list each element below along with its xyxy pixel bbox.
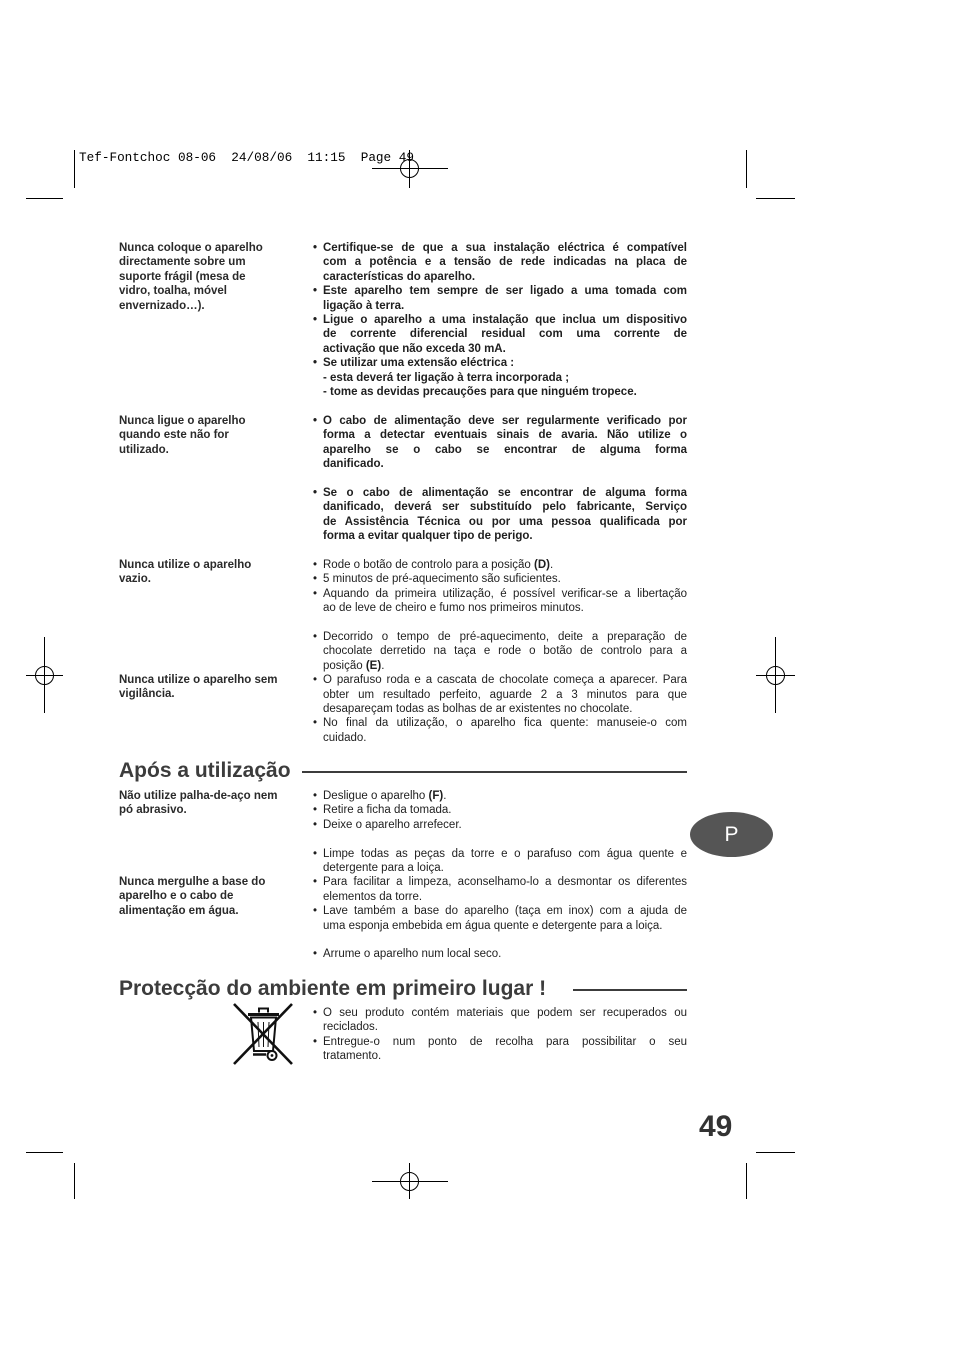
text-line: • Lave também a base do aparelho (taça em inox) com a ajuda de: [323, 905, 687, 918]
text-line: • Aquando da primeira utilização, é possível verificar-se a libertação: [323, 587, 687, 600]
heading-rule: [302, 771, 687, 773]
list-item: [313, 1035, 687, 1064]
list-item: [313, 789, 687, 803]
list-item: [313, 947, 687, 961]
list-item: [313, 486, 687, 544]
text-line: - esta deverá ter ligação à terra incorporada ;: [323, 371, 570, 384]
list-item: [313, 847, 687, 876]
note-line: Nunca coloque o aparelho: [119, 242, 263, 254]
text-line: • Limpe todas as peças da torre e o parafuso com água quente e: [323, 847, 687, 860]
position-label: (D): [533, 558, 550, 571]
section-heading-after-use: Após a utilização: [119, 759, 291, 782]
spacer: [313, 472, 687, 486]
text-line: activação que não exceda 30 mA.: [323, 342, 506, 355]
list-item: [313, 241, 687, 284]
note-line: Nunca mergulhe a base do: [119, 876, 266, 888]
text-line: ligação à terra.: [323, 299, 405, 312]
crop-mark-top-left: [26, 150, 75, 199]
text-line: • Certifique-se de que a sua instalação eléctrica é compatível: [323, 242, 687, 254]
registration-mark-bottom: [372, 1163, 448, 1199]
text-line: elementos da torre.: [323, 890, 423, 903]
text-line: • O parafuso roda e a cascata de chocolate começa a aparecer. Para: [323, 674, 687, 687]
text-line: • Ligue o aparelho a uma instalação que inclua um dispositivo: [323, 314, 687, 327]
text-line: • 5 minutos de pré-aquecimento são suficientes.: [323, 573, 561, 586]
environment-instructions: [313, 1006, 687, 1064]
note-line: vigilância.: [119, 688, 175, 701]
spacer: [313, 544, 687, 558]
print-slug: Tef-Fontchoc 08-06 24/08/06 11:15 Page 49: [79, 150, 415, 165]
text-line: de Assistência Técnica ou por uma pessoa qualificada por: [323, 515, 687, 528]
note-line: aparelho e o cabo de: [119, 890, 234, 903]
text-line: • Este aparelho tem sempre de ser ligado a uma tomada com: [323, 285, 687, 298]
crop-mark-top-right: [747, 150, 796, 199]
list-item: [313, 673, 687, 716]
registration-mark-right: [756, 637, 795, 713]
note-line: Nunca utilize o aparelho: [119, 559, 252, 571]
text-line: uma esponja embebida em água quente e detergente para a loiça.: [323, 919, 663, 932]
list-item: [313, 630, 687, 673]
list-item: [313, 414, 687, 472]
note-line: Nunca ligue o aparelho: [119, 415, 246, 427]
list-item: [313, 904, 687, 933]
warning-note-abrasives: [119, 789, 304, 818]
spacer: [313, 399, 687, 413]
language-tab: P: [690, 812, 773, 857]
text-line: • Se utilizar uma extensão eléctrica :: [323, 357, 515, 370]
list-item: [313, 284, 687, 313]
note-line: directamente sobre um: [119, 256, 246, 269]
warning-note-unplug: [119, 414, 304, 457]
text-line: cuidado.: [323, 731, 367, 744]
text-line: obter um resultado perfeito, aguarde 2 a 3 minutos para que: [323, 688, 687, 701]
list-item: [313, 313, 687, 356]
text-line: [323, 789, 687, 803]
text-line: [323, 659, 687, 673]
section-heading-environment: Protecção do ambiente em primeiro lugar !: [119, 977, 547, 1000]
warning-note-immersion: [119, 875, 304, 918]
page-number: 49: [699, 1110, 733, 1143]
text-line: • No final da utilização, o aparelho fica quente: manuseie-o com: [323, 717, 687, 730]
text-line: • Decorrido o tempo de pré-aquecimento, deite a preparação de: [323, 630, 687, 643]
position-label: (E): [365, 659, 382, 672]
after-use-instructions: [313, 789, 687, 962]
note-line: quando este não for: [119, 429, 229, 442]
list-item: [313, 716, 687, 745]
spacer: [313, 933, 687, 947]
list-item: [313, 803, 687, 817]
text-run: Desligue o aparelho: [323, 790, 429, 802]
list-item: [313, 587, 687, 616]
usage-instructions: [313, 241, 687, 745]
text-run: .: [381, 659, 385, 672]
crop-mark-bottom-right: [747, 1153, 796, 1200]
list-item: [313, 1006, 687, 1035]
text-run: Rode o botão de controlo para a posição: [323, 558, 534, 571]
text-line: danificado.: [323, 458, 384, 471]
text-line: aparelho se o cabo se encontrar de alguma forma: [323, 443, 687, 456]
list-item: [313, 818, 687, 832]
text-line: tratamento.: [323, 1050, 382, 1063]
text-line: - tome as devidas precauções para que ninguém tropece.: [323, 386, 637, 399]
text-line: • Entregue-o num ponto de recolha para possibilitar o seu: [323, 1035, 687, 1048]
text-run: .: [443, 790, 447, 802]
warning-note-fragile-surface: [119, 241, 304, 313]
spacer: [313, 616, 687, 630]
text-line: com a potência e a tensão de rede indicadas na placa de: [323, 256, 687, 269]
text-line: • Arrume o aparelho num local seco.: [323, 948, 502, 961]
list-item: [313, 875, 687, 904]
warning-note-unattended: [119, 673, 304, 702]
note-line: Nunca utilize o aparelho sem: [119, 674, 278, 686]
note-line: suporte frágil (mesa de: [119, 270, 246, 283]
text-line: [323, 558, 687, 572]
text-line: detergente para a loiça.: [323, 862, 444, 875]
text-line: danificado, deverá ser substituído pelo fabricante, Serviço: [323, 501, 687, 514]
note-line: envernizado…).: [119, 299, 205, 312]
text-run: .: [549, 558, 554, 571]
registration-mark-left: [26, 637, 63, 713]
text-line: forma a evitar qualquer tipo de perigo.: [323, 530, 533, 543]
text-line: • Retire a ficha da tomada.: [323, 804, 452, 817]
note-line: vidro, toalha, móvel: [119, 285, 227, 298]
text-line: reciclados.: [323, 1021, 378, 1034]
text-line: ao de leve de cheiro e fumo nos primeiros minutos.: [323, 602, 584, 615]
note-line: pó abrasivo.: [119, 804, 187, 817]
text-line: características do aparelho.: [323, 270, 476, 283]
text-line: • O seu produto contém materiais que podem ser recuperados ou: [323, 1007, 687, 1019]
list-item: [313, 356, 687, 399]
text-line: • Deixe o aparelho arrefecer.: [323, 818, 462, 831]
text-line: forma a detectar eventuais sinais de avaria. Não utilize o: [323, 429, 687, 442]
text-line: de corrente diferencial residual com uma corrente de: [323, 328, 687, 341]
position-label: (F): [428, 790, 444, 802]
note-line: alimentação em água.: [119, 904, 239, 917]
text-line: desapareçam todas as bolhas de ar existentes no chocolate.: [323, 703, 633, 715]
crop-mark-bottom-left: [26, 1153, 75, 1200]
list-item: [313, 558, 687, 572]
note-line: vazio.: [119, 573, 151, 586]
note-line: Não utilize palha-de-aço nem: [119, 790, 278, 802]
text-line: • Se o cabo de alimentação se encontrar de alguma forma: [323, 486, 687, 499]
text-line: chocolate derretido na taça e rode o botão de controlo para a: [323, 645, 687, 658]
list-item: [313, 572, 687, 586]
text-line: • O cabo de alimentação deve ser regularmente verificado por: [323, 414, 687, 427]
spacer: [313, 832, 687, 846]
heading-rule: [573, 989, 687, 991]
warning-note-empty: [119, 558, 304, 587]
text-run: posição: [323, 659, 366, 672]
note-line: utilizado.: [119, 443, 169, 456]
crossed-out-wheelie-bin-icon: [232, 1002, 294, 1066]
text-line: • Para facilitar a limpeza, aconselhamo-lo a desmontar os diferentes: [323, 876, 687, 889]
